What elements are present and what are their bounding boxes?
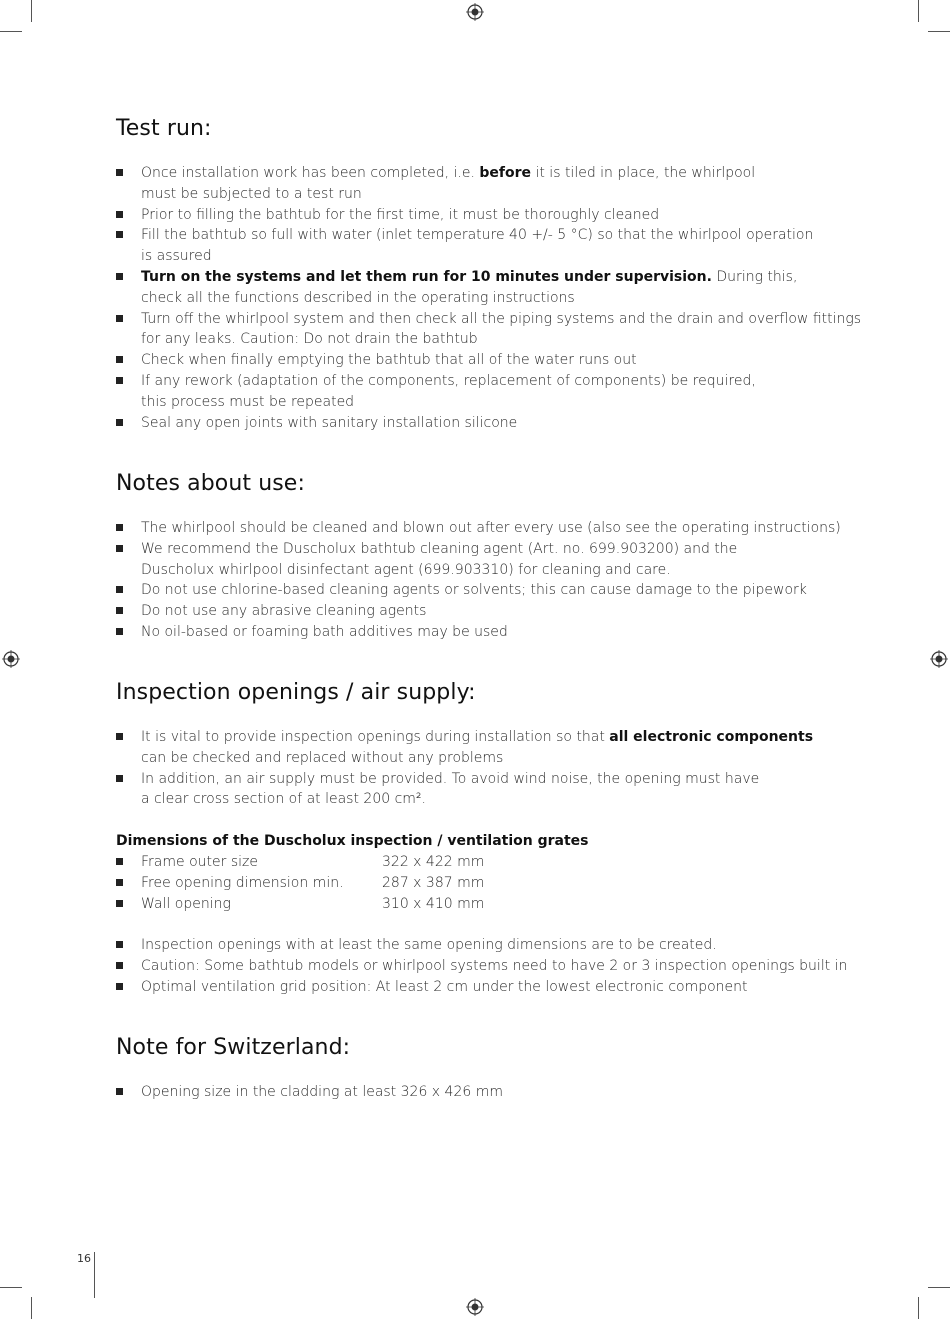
- list-item: Inspection openings with at least the same opening dimensions are to be created.: [116, 935, 906, 956]
- list-item: Optimal ventilation grid position: At least 2 cm under the lowest electronic component: [116, 977, 906, 998]
- list-item: Once installation work has been completed, i.e. before it is tiled in place, the whirlpool must be subjected to a test run: [116, 163, 906, 205]
- list-item: Fill the bathtub so full with water (inlet temperature 40 +/- 5 °C) so that the whirlpool operation is assured: [116, 225, 906, 267]
- crop-mark: [928, 1287, 950, 1288]
- section-heading-inspection-openings: Inspection openings / air supply:: [116, 680, 476, 705]
- list-item: Prior to filling the bathtub for the first time, it must be thoroughly cleaned: [116, 205, 906, 226]
- list-item: Turn on the systems and let them run for 10 minutes under supervision. During this, check all the functions described in the operating instructions: [116, 267, 906, 309]
- list-item: Turn off the whirlpool system and then check all the piping systems and the drain and overflow fittings for any leaks. Caution: Do not drain the bathtub: [116, 309, 906, 351]
- registration-mark-icon: [466, 1298, 484, 1316]
- registration-mark-icon: [466, 3, 484, 21]
- section-heading-notes-about-use: Notes about use:: [116, 471, 305, 496]
- crop-mark: [0, 1287, 22, 1288]
- crop-mark: [918, 0, 919, 22]
- crop-mark: [31, 1297, 32, 1319]
- list-item: Opening size in the cladding at least 326 x 426 mm: [116, 1082, 906, 1103]
- dimension-row: Frame outer size 322 x 422 mm: [116, 852, 906, 873]
- test-run-list: [116, 163, 906, 433]
- list-item: If any rework (adaptation of the components, replacement of components) be required, this process must be repeated: [116, 371, 906, 413]
- list-item: No oil-based or foaming bath additives may be used: [116, 622, 906, 643]
- list-item: Do not use chlorine-based cleaning agents or solvents; this can cause damage to the pipework: [116, 580, 906, 601]
- page-number: 16: [77, 1252, 91, 1265]
- list-item: Seal any open joints with sanitary installation silicone: [116, 413, 906, 434]
- registration-mark-icon: [2, 650, 20, 668]
- list-item: Caution: Some bathtub models or whirlpool systems need to have 2 or 3 inspection openings built in: [116, 956, 906, 977]
- dimensions-heading: Dimensions of the Duscholux inspection / ventilation grates: [116, 833, 589, 849]
- section-heading-switzerland: Note for Switzerland:: [116, 1035, 351, 1060]
- registration-mark-icon: [930, 650, 948, 668]
- folio-divider: [94, 1252, 95, 1298]
- crop-mark: [928, 31, 950, 32]
- list-item: Do not use any abrasive cleaning agents: [116, 601, 906, 622]
- inspection-list: [116, 727, 906, 810]
- inspection-notes-list: [116, 935, 906, 997]
- list-item: The whirlpool should be cleaned and blown out after every use (also see the operating instructions): [116, 518, 906, 539]
- crop-mark: [0, 31, 22, 32]
- dimensions-list: [116, 852, 906, 914]
- switzerland-list: [116, 1082, 906, 1103]
- list-item: In addition, an air supply must be provided. To avoid wind noise, the opening must have a clear cross section of at least 200 cm².: [116, 769, 906, 811]
- list-item: Check when finally emptying the bathtub that all of the water runs out: [116, 350, 906, 371]
- crop-mark: [918, 1297, 919, 1319]
- notes-about-use-list: [116, 518, 906, 643]
- list-item: It is vital to provide inspection openings during installation so that all electronic components can be checked and replaced without any problems: [116, 727, 906, 769]
- section-heading-test-run: Test run:: [116, 116, 212, 141]
- crop-mark: [31, 0, 32, 22]
- dimension-row: Free opening dimension min. 287 x 387 mm: [116, 873, 906, 894]
- list-item: We recommend the Duscholux bathtub cleaning agent (Art. no. 699.903200) and the Duscholux whirlpool disinfectant agent (699.903310) for cleaning and care.: [116, 539, 906, 581]
- dimension-row: Wall opening 310 x 410 mm: [116, 894, 906, 915]
